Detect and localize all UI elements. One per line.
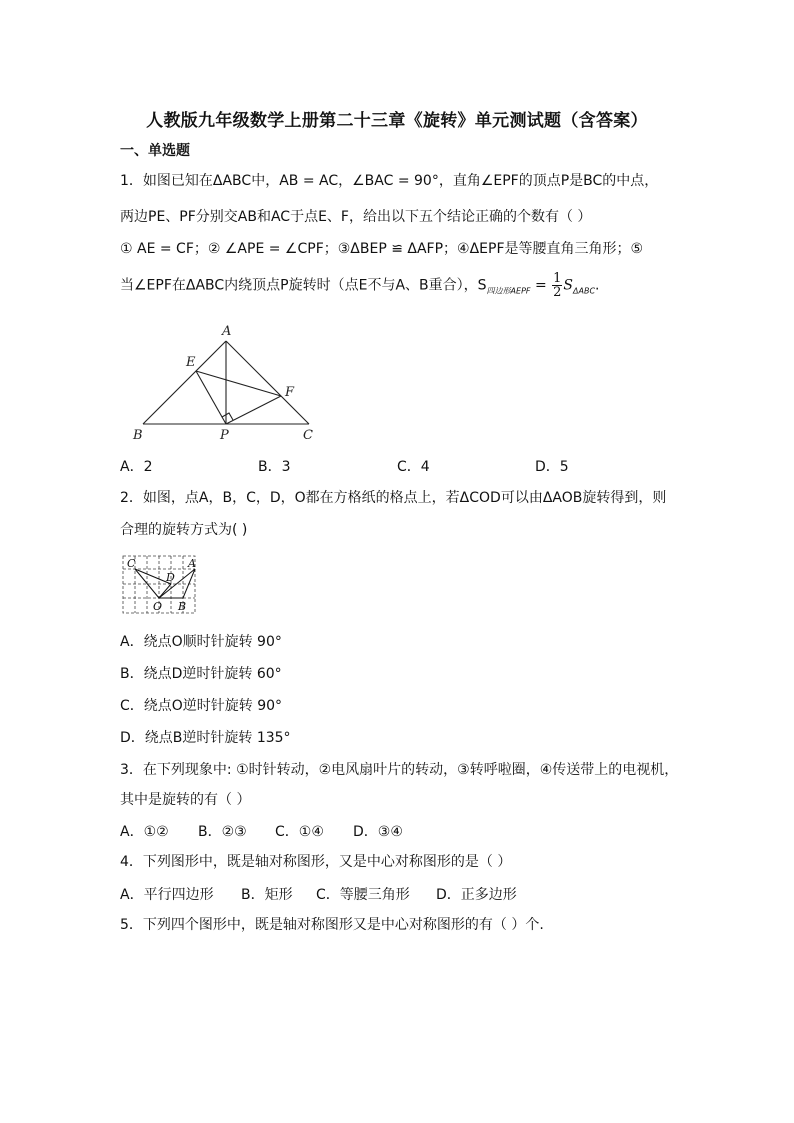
q2-grid-figure [120,552,198,616]
q2-label-b: B [178,600,187,613]
q1-fraction-denominator: 2 [553,285,562,300]
q2-segment-do [159,584,171,598]
q3-line-1: 3．在下列现象中: ①时针转动，②电风扇叶片的转动，③转呼啦圈，④传送带上的电视机， [120,762,679,778]
q2-option-a[interactable]: A．绕点O顺时针旋转 90° [120,634,282,650]
q5-line-1: 5．下列四个图形中，既是轴对称图形又是中心对称图形的有（ ）个. [120,917,544,933]
q1-equals: = [530,277,552,294]
q2-label-d: D [166,571,175,584]
q4-option-d[interactable]: D．正多边形 [436,887,517,903]
q1-label-a: A [222,324,232,339]
q1-option-d[interactable]: D．5 [535,459,569,475]
q1-segment-ab [143,341,226,424]
q1-label-e: E [186,355,196,370]
q4-option-a[interactable]: A．平行四边形 [120,887,214,903]
q1-area-symbol: S [563,277,574,294]
q1-period: . [595,277,600,294]
q1-line-4-text: 当∠EPF在ΔABC内绕顶点P旋转时（点E不与A、B重合），S [120,277,487,294]
q1-option-a[interactable]: A．2 [120,459,153,475]
q3-option-d[interactable]: D．③④ [353,824,403,840]
q1-segment-pf [226,396,281,424]
q1-line-1: 1．如图已知在ΔABC中，AB = AC，∠BAC = 90°，直角∠EPF的顶点P是BC的中点， [120,173,659,189]
q3-line-2: 其中是旋转的有（ ） [120,792,251,808]
q1-fraction-numerator: 1 [553,271,562,286]
q2-option-d[interactable]: D．绕点B逆时针旋转 135° [120,730,291,746]
q1-line-2: 两边PE、PF分别交AB和AC于点E、F，给出以下五个结论正确的个数有（ ） [120,209,592,225]
q2-label-c: C [127,557,136,570]
q1-option-c[interactable]: C．4 [397,459,430,475]
q1-line-4 [120,272,600,302]
q1-triangle-subscript: ΔABC [573,286,596,296]
q1-line-3: ① AE = CF；② ∠APE = ∠CPF；③ΔBEP ≌ ΔAFP；④ΔEPF是等腰直角三角形；⑤ [120,241,644,257]
q1-segment-ac [226,341,309,424]
q1-fraction [552,272,562,299]
q2-label-a: A [188,557,196,570]
q2-line-2: 合理的旋转方式为( ) [120,522,248,538]
q3-option-a[interactable]: A．①② [120,824,169,840]
q1-label-c: C [303,428,313,443]
q2-segment-oa [159,569,195,598]
q1-label-f: F [285,385,295,400]
q4-option-b[interactable]: B．矩形 [241,887,293,903]
q1-label-p: P [220,428,229,443]
q1-label-b: B [133,428,143,443]
q1-triangle-figure [125,318,325,446]
q1-option-b[interactable]: B．3 [258,459,291,475]
q2-option-c[interactable]: C．绕点O逆时针旋转 90° [120,698,283,714]
q2-option-b[interactable]: B．绕点D逆时针旋转 60° [120,666,282,682]
q2-label-o: O [153,600,163,613]
section-heading: 一、单选题 [120,143,190,159]
q3-option-b[interactable]: B．②③ [198,824,247,840]
q2-line-1: 2．如图，点A，B，C，D，O都在方格纸的格点上，若ΔCOD可以由ΔAOB旋转得到，则 [120,490,667,506]
q3-option-c[interactable]: C．①④ [275,824,324,840]
q1-area-subscript: 四边形AEPF [486,286,531,296]
page-title: 人教版九年级数学上册第二十三章《旋转》单元测试题（含答案） [146,111,648,131]
q4-option-c[interactable]: C．等腰三角形 [316,887,410,903]
q4-line-1: 4．下列图形中，既是轴对称图形，又是中心对称图形的是（ ） [120,854,512,870]
